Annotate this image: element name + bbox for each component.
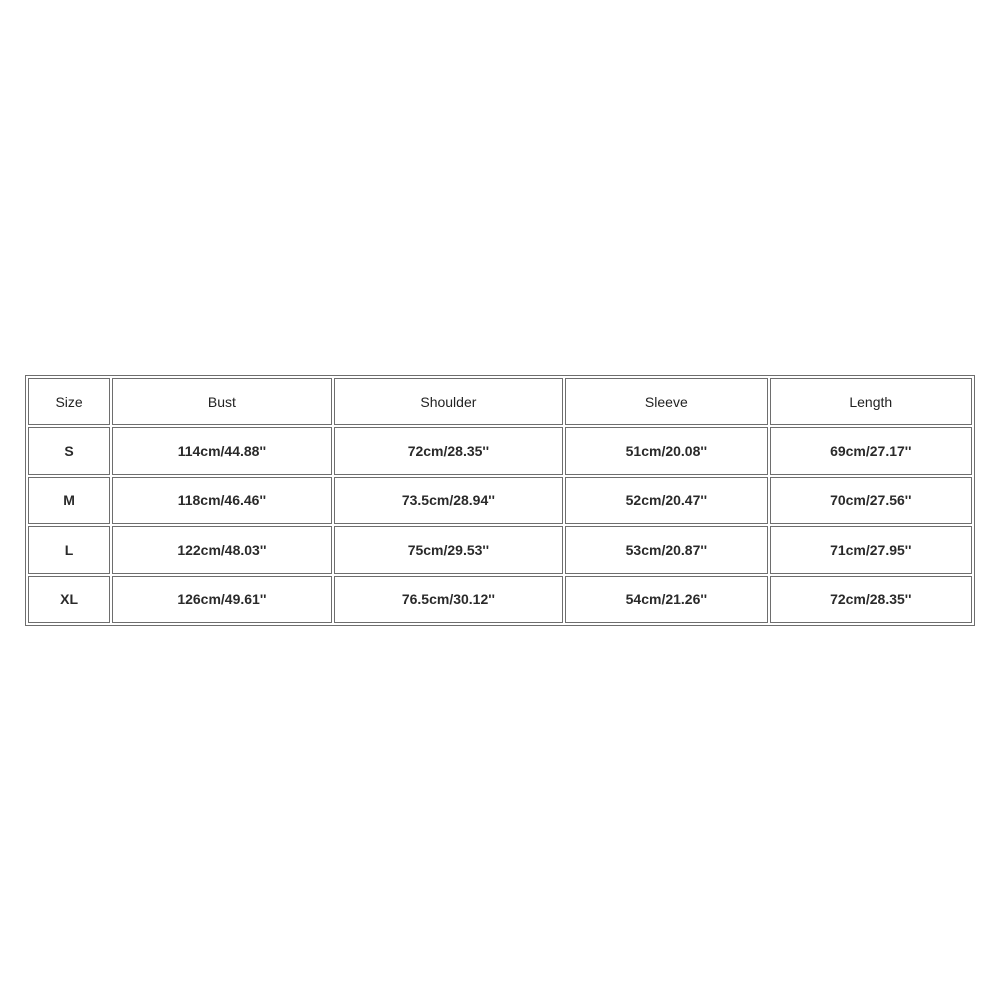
table-row <box>28 526 972 573</box>
bust-cell: 118cm/46.46'' <box>112 477 331 524</box>
length-cell: 71cm/27.95'' <box>770 526 972 573</box>
header-shoulder: Shoulder <box>334 378 563 425</box>
table-row <box>28 477 972 524</box>
shoulder-cell: 76.5cm/30.12'' <box>334 576 563 623</box>
size-cell: L <box>28 526 110 573</box>
sleeve-cell: 51cm/20.08'' <box>565 427 767 474</box>
table-row <box>28 576 972 623</box>
length-cell: 70cm/27.56'' <box>770 477 972 524</box>
shoulder-cell: 75cm/29.53'' <box>334 526 563 573</box>
header-length: Length <box>770 378 972 425</box>
shoulder-cell: 73.5cm/28.94'' <box>334 477 563 524</box>
sleeve-cell: 52cm/20.47'' <box>565 477 767 524</box>
table-row <box>28 427 972 474</box>
header-size: Size <box>28 378 110 425</box>
size-cell: M <box>28 477 110 524</box>
shoulder-cell: 72cm/28.35'' <box>334 427 563 474</box>
header-row <box>28 378 972 425</box>
sleeve-cell: 54cm/21.26'' <box>565 576 767 623</box>
sleeve-cell: 53cm/20.87'' <box>565 526 767 573</box>
header-sleeve: Sleeve <box>565 378 767 425</box>
length-cell: 72cm/28.35'' <box>770 576 972 623</box>
bust-cell: 126cm/49.61'' <box>112 576 331 623</box>
size-cell: XL <box>28 576 110 623</box>
header-bust: Bust <box>112 378 331 425</box>
size-chart-table <box>25 375 975 626</box>
size-cell: S <box>28 427 110 474</box>
length-cell: 69cm/27.17'' <box>770 427 972 474</box>
bust-cell: 114cm/44.88'' <box>112 427 331 474</box>
bust-cell: 122cm/48.03'' <box>112 526 331 573</box>
